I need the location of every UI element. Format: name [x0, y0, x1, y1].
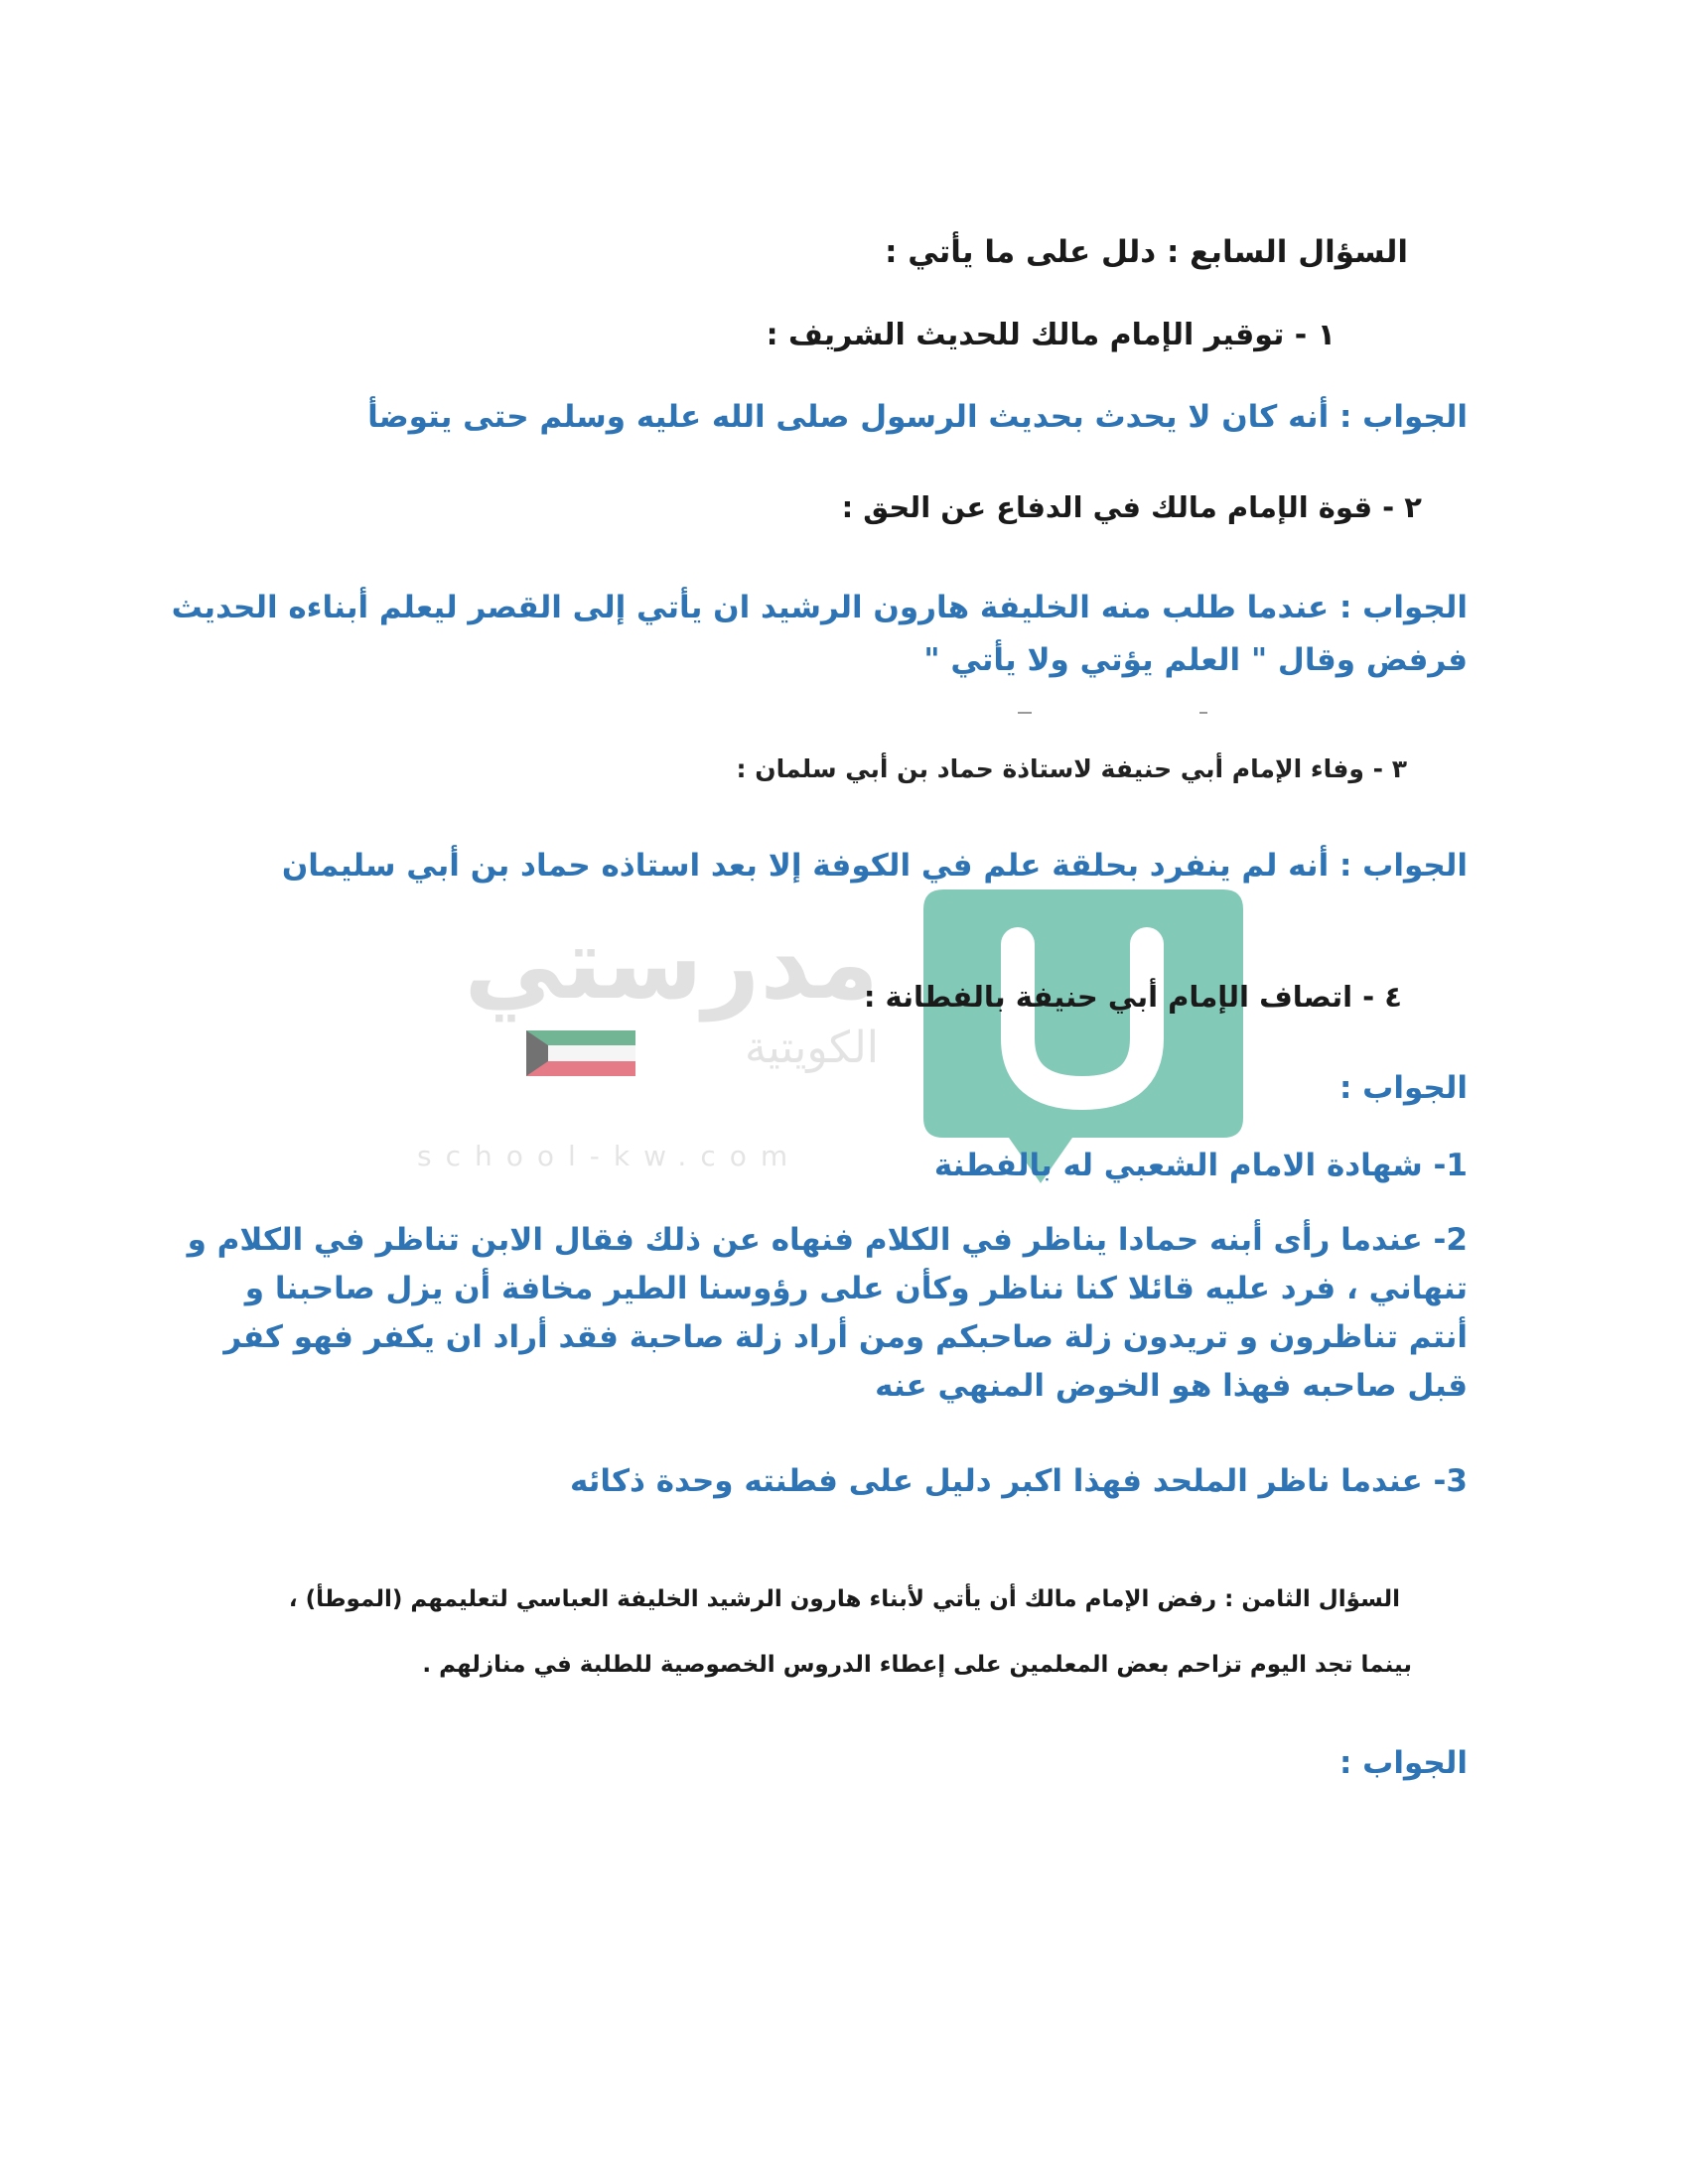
school-logo-icon: [923, 889, 1243, 1183]
q7-item3-answer: الجواب : أنه لم ينفرد بحلقة علم في الكوفة إلا بعد استاذه حماد بن أبي سليمان: [281, 848, 1468, 884]
watermark-title: مدرستي: [464, 905, 879, 1022]
q8-line2: بينما تجد اليوم تزاحم بعض المعلمين على إعطاء الدروس الخصوصية للطلبة في منازلهم .: [422, 1652, 1412, 1678]
scan-mark: [1199, 712, 1207, 714]
q7-item1-answer: الجواب : أنه كان لا يحدث بحديث الرسول صلى الله عليه وسلم حتى يتوضأ: [367, 399, 1468, 435]
q7-item2-prompt: ٢ - قوة الإمام مالك في الدفاع عن الحق :: [841, 490, 1422, 524]
q7-title: السؤال السابع : دلل على ما يأتي :: [885, 234, 1408, 270]
watermark-url: school-kw.com: [417, 1140, 802, 1172]
q7-item4-point2: 2- عندما رأى أبنه حمادا يناظر في الكلام فنهاه عن ذلك فقال الابن تناظر في الكلام و تنهاني ، فرد عليه قائلا كنا نناظر وكأن على رؤوسنا الطير مخافة أن يزل صاحبنا و أنتم تناظرون و تريدون زلة صاحبكم ومن أراد زلة صاحبة فقد أراد ان يكفر فهو كفر قبل صاحبه فهذا هو الخوض المنهي عنه: [187, 1222, 1468, 1404]
q7-item4-answer-label: الجواب :: [1338, 1070, 1468, 1106]
watermark-subtitle: الكويتية: [744, 1023, 879, 1073]
q8-answer-label: الجواب :: [1338, 1745, 1468, 1781]
q7-item2-answer-line2: فرفض وقال " العلم يؤتي ولا يأتي ": [923, 642, 1468, 678]
q7-item4-prompt: ٤ - اتصاف الإمام أبي حنيفة بالفطانة :: [863, 980, 1402, 1014]
q7-item3-prompt: ٣ - وفاء الإمام أبي حنيفة لاستاذة حماد بن أبي سلمان :: [736, 754, 1407, 783]
q7-item4-point3: 3- عندما ناظر الملحد فهذا اكبر دليل على فطنته وحدة ذكائه: [569, 1463, 1468, 1499]
q7-item1-prompt: ١ - توقير الإمام مالك للحديث الشريف :: [766, 318, 1336, 352]
q8-line1: السؤال الثامن : رفض الإمام مالك أن يأتي لأبناء هارون الرشيد الخليفة العباسي لتعليمهم (الموطأ) ،: [288, 1586, 1400, 1612]
scan-mark: [1018, 712, 1032, 714]
q7-item2-answer-line1: الجواب : عندما طلب منه الخليفة هارون الرشيد ان يأتي إلى القصر ليعلم أبناءه الحديث: [171, 590, 1468, 625]
q7-item4-point1: 1- شهادة الامام الشعبي له بالفطنة: [933, 1148, 1468, 1183]
